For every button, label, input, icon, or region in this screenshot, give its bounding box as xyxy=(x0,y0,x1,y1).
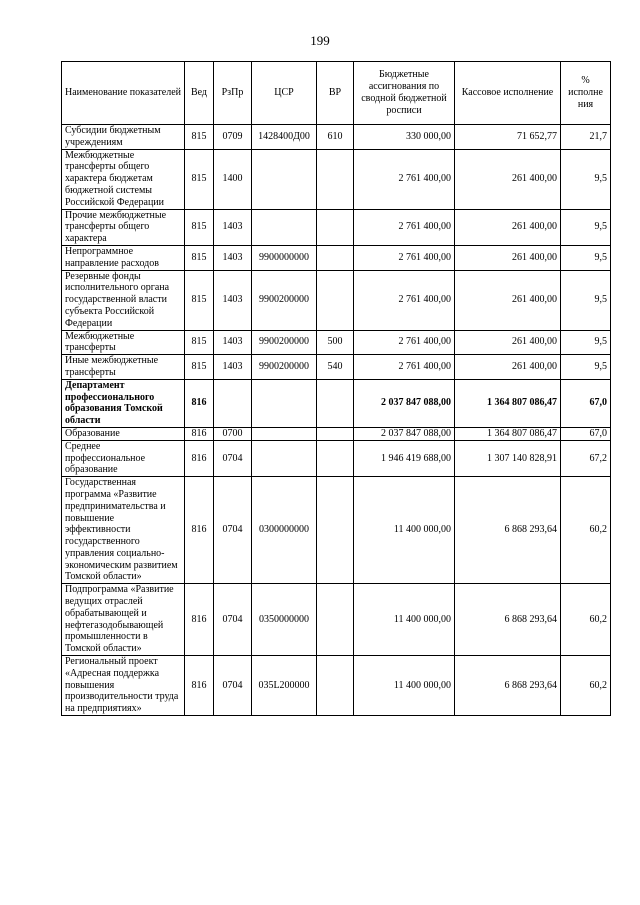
cell-name: Подпрограмма «Развитие ведущих отраслей обрабатывающей и нефтегазодобывающей промышленности в Томской области» xyxy=(62,584,185,656)
table-header-row xyxy=(62,62,611,125)
cell-csr: 0350000000 xyxy=(252,584,317,656)
cell-assignments: 2 037 847 088,00 xyxy=(354,379,455,427)
cell-name: Субсидии бюджетным учреждениям xyxy=(62,125,185,150)
table-row xyxy=(62,427,611,440)
header-assignments: Бюджетные ассигнования по сводной бюджетной росписи xyxy=(354,62,455,125)
cell-execution-percent: 67,0 xyxy=(561,379,611,427)
cell-cash-execution: 1 364 807 086,47 xyxy=(455,427,561,440)
cell-execution-percent: 60,2 xyxy=(561,477,611,584)
cell-vr xyxy=(317,270,354,330)
cell-ved: 816 xyxy=(185,379,214,427)
cell-vr xyxy=(317,245,354,270)
cell-name: Резервные фонды исполнительного органа государственной власти субъекта Российской Федерации xyxy=(62,270,185,330)
cell-name: Департамент профессионального образования Томской области xyxy=(62,379,185,427)
cell-csr xyxy=(252,149,317,209)
cell-name: Межбюджетные трансферты общего характера бюджетам бюджетной системы Российской Федерации xyxy=(62,149,185,209)
cell-assignments: 2 761 400,00 xyxy=(354,330,455,355)
cell-ved: 815 xyxy=(185,125,214,150)
cell-cash-execution: 261 400,00 xyxy=(455,149,561,209)
cell-name: Иные межбюджетные трансферты xyxy=(62,355,185,380)
table-row xyxy=(62,270,611,330)
cell-name: Региональный проект «Адресная поддержка повышения производительности труда на предприятиях» xyxy=(62,656,185,716)
cell-cash-execution: 71 652,77 xyxy=(455,125,561,150)
cell-execution-percent: 9,5 xyxy=(561,270,611,330)
cell-assignments: 2 761 400,00 xyxy=(354,245,455,270)
cell-rzpr xyxy=(214,379,252,427)
cell-name: Межбюджетные трансферты xyxy=(62,330,185,355)
cell-csr: 9900200000 xyxy=(252,330,317,355)
cell-assignments: 11 400 000,00 xyxy=(354,584,455,656)
cell-ved: 815 xyxy=(185,355,214,380)
cell-name: Непрограммное направление расходов xyxy=(62,245,185,270)
cell-rzpr: 0709 xyxy=(214,125,252,150)
table-row xyxy=(62,355,611,380)
table-row xyxy=(62,379,611,427)
header-name: Наименование показателей xyxy=(62,62,185,125)
cell-csr xyxy=(252,209,317,245)
cell-ved: 816 xyxy=(185,427,214,440)
cell-assignments: 1 946 419 688,00 xyxy=(354,440,455,476)
cell-vr xyxy=(317,656,354,716)
cell-cash-execution: 261 400,00 xyxy=(455,330,561,355)
cell-cash-execution: 6 868 293,64 xyxy=(455,656,561,716)
cell-execution-percent: 9,5 xyxy=(561,245,611,270)
cell-rzpr: 0704 xyxy=(214,656,252,716)
page-number: 199 xyxy=(310,33,330,48)
table-row xyxy=(62,477,611,584)
cell-cash-execution: 261 400,00 xyxy=(455,245,561,270)
cell-csr: 9900200000 xyxy=(252,270,317,330)
table-row xyxy=(62,330,611,355)
cell-cash-execution: 6 868 293,64 xyxy=(455,477,561,584)
table-row xyxy=(62,245,611,270)
table-body xyxy=(62,125,611,716)
cell-ved: 816 xyxy=(185,584,214,656)
table-row xyxy=(62,125,611,150)
cell-cash-execution: 6 868 293,64 xyxy=(455,584,561,656)
cell-vr xyxy=(317,440,354,476)
cell-ved: 815 xyxy=(185,270,214,330)
cell-csr: 9900000000 xyxy=(252,245,317,270)
cell-rzpr: 0704 xyxy=(214,440,252,476)
cell-vr xyxy=(317,379,354,427)
cell-assignments: 2 761 400,00 xyxy=(354,209,455,245)
cell-csr xyxy=(252,440,317,476)
cell-rzpr: 1400 xyxy=(214,149,252,209)
cell-ved: 816 xyxy=(185,477,214,584)
cell-ved: 815 xyxy=(185,245,214,270)
cell-vr: 540 xyxy=(317,355,354,380)
cell-assignments: 2 037 847 088,00 xyxy=(354,427,455,440)
table-row xyxy=(62,656,611,716)
cell-rzpr: 1403 xyxy=(214,270,252,330)
cell-rzpr: 1403 xyxy=(214,245,252,270)
cell-execution-percent: 67,0 xyxy=(561,427,611,440)
cell-vr xyxy=(317,209,354,245)
cell-execution-percent: 9,5 xyxy=(561,355,611,380)
table-row xyxy=(62,149,611,209)
table-row xyxy=(62,584,611,656)
table-row xyxy=(62,440,611,476)
cell-vr: 610 xyxy=(317,125,354,150)
cell-rzpr: 1403 xyxy=(214,330,252,355)
cell-assignments: 11 400 000,00 xyxy=(354,656,455,716)
cell-execution-percent: 60,2 xyxy=(561,656,611,716)
cell-rzpr: 0700 xyxy=(214,427,252,440)
cell-name: Государственная программа «Развитие предпринимательства и повышение эффективности государственного управления социально-экономическим развитием Томской области» xyxy=(62,477,185,584)
cell-execution-percent: 60,2 xyxy=(561,584,611,656)
header-ved: Вед xyxy=(185,62,214,125)
cell-cash-execution: 1 307 140 828,91 xyxy=(455,440,561,476)
header-vr: ВР xyxy=(317,62,354,125)
cell-execution-percent: 9,5 xyxy=(561,149,611,209)
cell-cash-execution: 261 400,00 xyxy=(455,355,561,380)
cell-execution-percent: 9,5 xyxy=(561,209,611,245)
cell-ved: 815 xyxy=(185,149,214,209)
cell-csr xyxy=(252,379,317,427)
cell-ved: 815 xyxy=(185,330,214,355)
cell-csr: 9900200000 xyxy=(252,355,317,380)
cell-assignments: 11 400 000,00 xyxy=(354,477,455,584)
cell-assignments: 2 761 400,00 xyxy=(354,355,455,380)
cell-vr: 500 xyxy=(317,330,354,355)
header-execution-percent: % исполне ния xyxy=(561,62,611,125)
cell-cash-execution: 1 364 807 086,47 xyxy=(455,379,561,427)
cell-ved: 816 xyxy=(185,440,214,476)
cell-rzpr: 1403 xyxy=(214,209,252,245)
cell-vr xyxy=(317,477,354,584)
cell-ved: 816 xyxy=(185,656,214,716)
cell-vr xyxy=(317,584,354,656)
cell-assignments: 330 000,00 xyxy=(354,125,455,150)
cell-assignments: 2 761 400,00 xyxy=(354,270,455,330)
cell-vr xyxy=(317,427,354,440)
cell-rzpr: 0704 xyxy=(214,477,252,584)
cell-execution-percent: 9,5 xyxy=(561,330,611,355)
cell-csr: 1428400Д00 xyxy=(252,125,317,150)
cell-name: Среднее профессиональное образование xyxy=(62,440,185,476)
cell-ved: 815 xyxy=(185,209,214,245)
cell-csr: 0300000000 xyxy=(252,477,317,584)
header-rzpr: РзПр xyxy=(214,62,252,125)
cell-name: Образование xyxy=(62,427,185,440)
cell-csr xyxy=(252,427,317,440)
cell-execution-percent: 67,2 xyxy=(561,440,611,476)
cell-assignments: 2 761 400,00 xyxy=(354,149,455,209)
table-row xyxy=(62,209,611,245)
header-csr: ЦСР xyxy=(252,62,317,125)
cell-execution-percent: 21,7 xyxy=(561,125,611,150)
cell-vr xyxy=(317,149,354,209)
cell-cash-execution: 261 400,00 xyxy=(455,209,561,245)
cell-rzpr: 0704 xyxy=(214,584,252,656)
cell-name: Прочие межбюджетные трансферты общего характера xyxy=(62,209,185,245)
header-cash-execution: Кассовое исполнение xyxy=(455,62,561,125)
budget-execution-table xyxy=(61,61,611,716)
cell-cash-execution: 261 400,00 xyxy=(455,270,561,330)
cell-csr: 035L200000 xyxy=(252,656,317,716)
cell-rzpr: 1403 xyxy=(214,355,252,380)
